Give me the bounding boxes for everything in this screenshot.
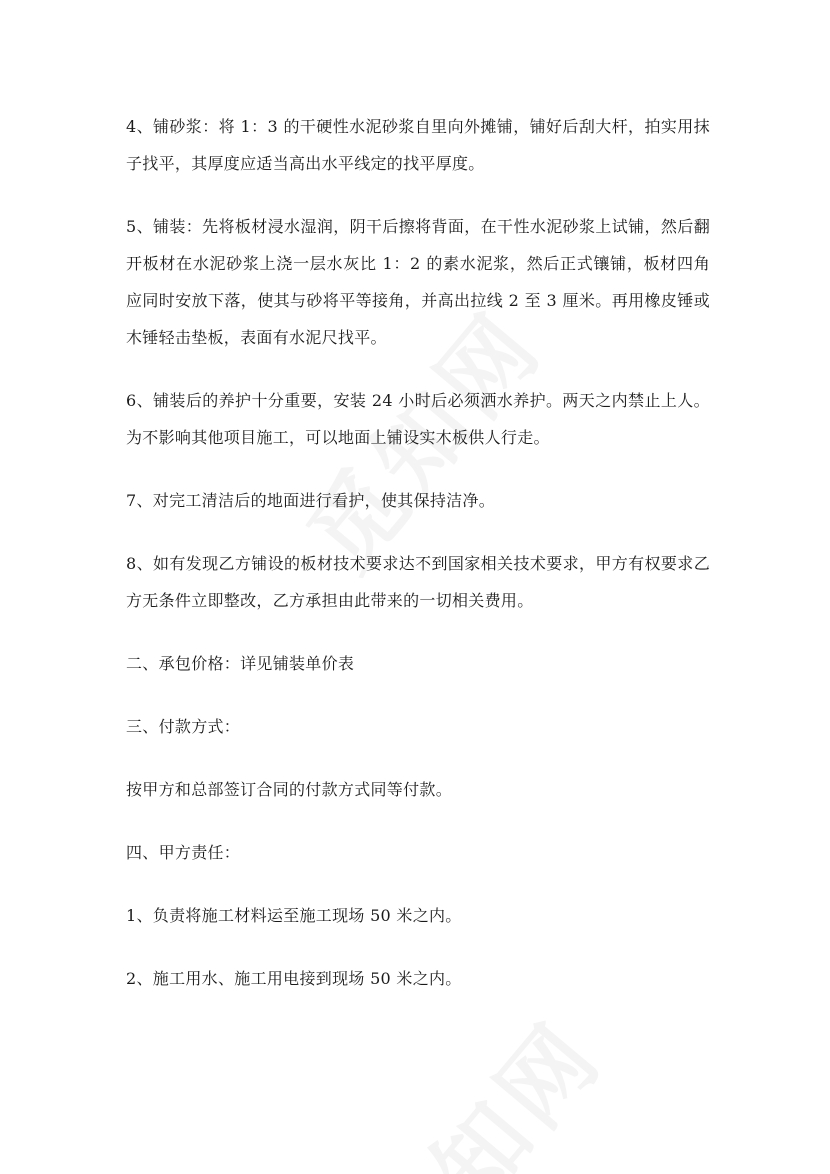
paragraph-party-a-duty-2: 2、施工用水、施工用电接到现场 50 米之内。 bbox=[126, 969, 462, 988]
section-heading-price: 二、承包价格：详见铺装单价表 bbox=[126, 654, 355, 673]
paragraph-step-4-mortar: 4、铺砂浆：将 1：3 的干硬性水泥砂浆自里向外摊铺，铺好后刮大杆，拍实用抹子找平，其厚度应适当高出水平线定的找平厚度。 bbox=[126, 117, 710, 173]
paragraph-payment-terms: 按甲方和总部签订合同的付款方式同等付款。 bbox=[126, 780, 453, 799]
section-heading-payment: 三、付款方式： bbox=[126, 717, 241, 736]
paragraph-step-8-rectification: 8、如有发现乙方铺设的板材技术要求达不到国家相关技术要求，甲方有权要求乙方无条件立即整改，乙方承担由此带来的一切相关费用。 bbox=[126, 554, 710, 610]
section-heading-party-a: 四、甲方责任： bbox=[126, 843, 241, 862]
paragraph-step-7-protection: 7、对完工清洁后的地面进行看护，使其保持洁净。 bbox=[126, 491, 496, 510]
paragraph-step-6-curing: 6、铺装后的养护十分重要，安装 24 小时后必须洒水养护。两天之内禁止上人。为不影响其他项目施工，可以地面上铺设实木板供人行走。 bbox=[126, 391, 710, 447]
paragraph-step-5-laying: 5、铺装：先将板材浸水湿润，阴干后擦将背面，在干性水泥砂浆上试铺，然后翻开板材在水泥砂浆上浇一层水灰比 1：2 的素水泥浆，然后正式镶铺，板材四角应同时安放下落，使其与砂将平等接角，并高出拉线 2 至 3 厘米。再用橡皮锤或木锤轻击垫板，表面有水泥尺找平。 bbox=[126, 217, 710, 347]
document-body bbox=[126, 108, 710, 1023]
paragraph-party-a-duty-1: 1、负责将施工材料运至施工现场 50 米之内。 bbox=[126, 906, 462, 925]
